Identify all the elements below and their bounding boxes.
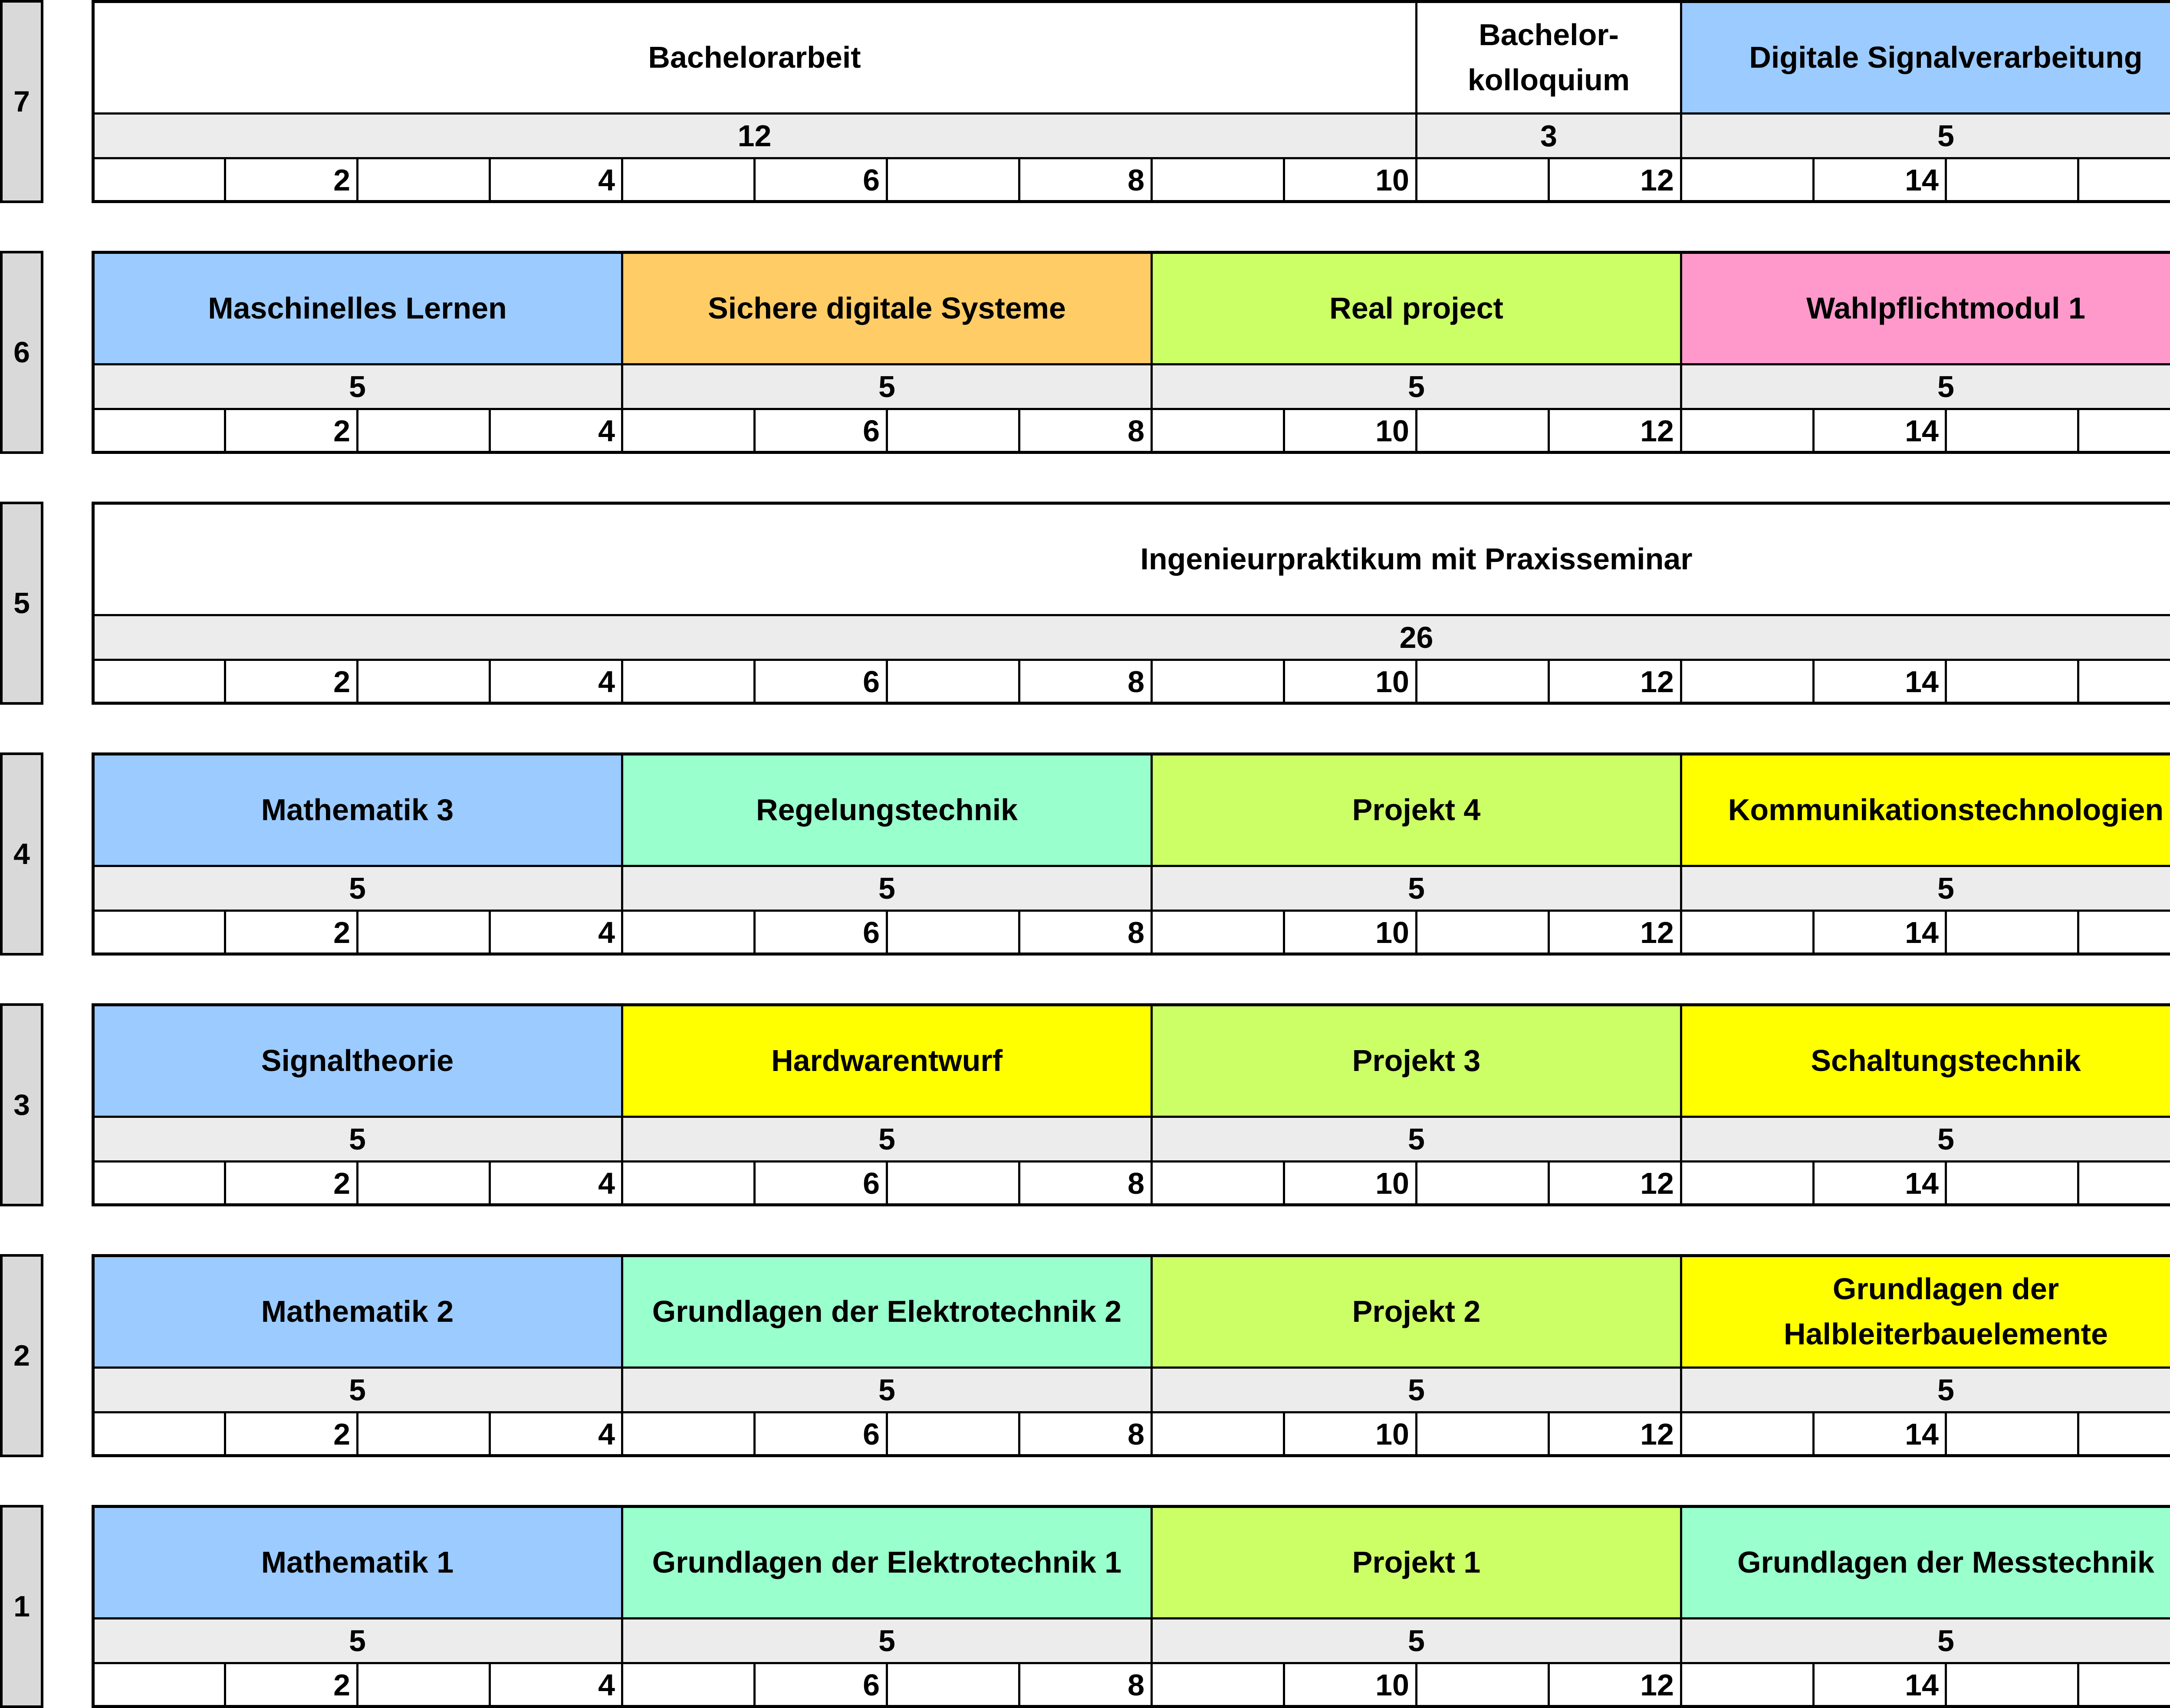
module-credits: 5 [1680,1366,2170,1413]
sws-tick-cell: 4 [489,408,623,454]
module-credits: 5 [1680,1617,2170,1664]
sws-tick-cell [1945,1411,2079,1457]
sws-tick-cell [1151,910,1285,956]
module-cell: Regelungstechnik [621,752,1153,867]
sws-tick-cell: 2 [224,1411,358,1457]
sws-tick-cell: 2 [224,1160,358,1206]
sws-tick-cell: 6 [753,1160,888,1206]
module-cell: Kommunikationstechnologien [1680,752,2170,867]
semester-row [0,1505,2170,1708]
sws-tick-cell [1945,408,2079,454]
sws-tick-cell [92,408,226,454]
module-credits: 5 [621,1366,1153,1413]
sws-tick-cell [1415,910,1550,956]
module-credits: 5 [1151,1366,1682,1413]
sws-tick-cell [1945,1662,2079,1708]
sws-tick-cell: 14 [1812,157,1947,203]
sws-tick-cell [621,659,756,705]
sws-tick-cell [1151,157,1285,203]
sws-tick-cell: 2 [224,1662,358,1708]
semester-label: 5 [0,502,43,705]
sws-tick-cell: 12 [1548,1411,1682,1457]
sws-tick-cell: 10 [1283,408,1417,454]
sws-tick-cell: 14 [1812,408,1947,454]
module-cell: Wahlpflichtmodul 1 [1680,251,2170,365]
sws-tick-cell: 2 [224,659,358,705]
sws-tick-cell [1945,157,2079,203]
sws-tick-cell [1151,1411,1285,1457]
module-cell: Maschinelles Lernen [92,251,623,365]
sws-tick-cell [1680,1411,1815,1457]
sws-tick-cell: 10 [1283,157,1417,203]
sws-tick-cell: 8 [1018,408,1153,454]
module-cell: Grundlagen der Elektrotechnik 2 [621,1254,1153,1369]
sws-tick-cell: 12 [1548,910,1682,956]
module-cell: Schaltungstechnik [1680,1003,2170,1118]
sws-tick-cell [621,910,756,956]
sws-tick-cell: 10 [1283,910,1417,956]
sws-tick-cell: 2 [224,157,358,203]
sws-tick-cell [1151,408,1285,454]
sws-tick-cell: 6 [753,157,888,203]
sws-tick-cell: 6 [753,659,888,705]
sws-tick-cell [1680,157,1815,203]
sws-tick-cell [886,408,1020,454]
module-credits: 5 [1151,1116,1682,1163]
sws-tick-cell: 8 [1018,910,1153,956]
sws-tick-cell: 8 [1018,659,1153,705]
sws-tick-cell [2077,1411,2170,1457]
module-credits: 5 [92,865,623,912]
module-cell: Grundlagen der Halbleiterbauelemente [1680,1254,2170,1369]
module-cell: Bachelor-kolloquium [1415,0,1682,115]
sws-tick-cell [1415,659,1550,705]
sws-tick-cell: 4 [489,910,623,956]
module-credits: 5 [92,1366,623,1413]
module-credits: 5 [92,1116,623,1163]
module-cell: Signaltheorie [92,1003,623,1118]
sws-tick-cell [1415,408,1550,454]
module-credits: 5 [92,1617,623,1664]
semester-row [0,752,2170,956]
sws-tick-cell [621,1411,756,1457]
module-cell: Digitale Signalverarbeitung [1680,0,2170,115]
sws-tick-cell: 14 [1812,1662,1947,1708]
module-cell: Mathematik 1 [92,1505,623,1619]
sws-tick-cell: 4 [489,1411,623,1457]
module-cell: Mathematik 3 [92,752,623,867]
sws-tick-cell [92,1160,226,1206]
sws-tick-cell: 8 [1018,1411,1153,1457]
sws-tick-cell [1945,910,2079,956]
semester-row [0,1254,2170,1457]
sws-tick-cell: 8 [1018,1662,1153,1708]
sws-tick-cell [356,1411,491,1457]
sws-tick-cell: 8 [1018,1160,1153,1206]
sws-tick-cell [92,659,226,705]
sws-tick-cell: 10 [1283,1160,1417,1206]
sws-tick-cell [92,1411,226,1457]
sws-tick-cell: 12 [1548,1662,1682,1708]
module-credits: 5 [621,1617,1153,1664]
sws-tick-cell [621,1160,756,1206]
sws-tick-cell [621,157,756,203]
sws-tick-cell: 14 [1812,659,1947,705]
sws-tick-cell: 6 [753,408,888,454]
sws-tick-cell [1680,910,1815,956]
sws-tick-cell [2077,408,2170,454]
sws-tick-cell: 10 [1283,1662,1417,1708]
sws-tick-cell: 12 [1548,408,1682,454]
sws-tick-cell: 6 [753,910,888,956]
module-credits: 5 [92,363,623,410]
sws-tick-cell: 12 [1548,659,1682,705]
semester-label: 6 [0,251,43,454]
sws-tick-cell [886,1411,1020,1457]
sws-tick-cell [356,1662,491,1708]
module-credits: 5 [1151,865,1682,912]
sws-tick-cell [886,910,1020,956]
module-credits: 5 [621,865,1153,912]
module-cell: Bachelorarbeit [92,0,1417,115]
sws-tick-cell [886,659,1020,705]
module-credits: 3 [1415,112,1682,159]
sws-tick-cell [92,910,226,956]
module-credits: 12 [92,112,1417,159]
module-cell: Grundlagen der Elektrotechnik 1 [621,1505,1153,1619]
module-credits: 5 [1151,1617,1682,1664]
sws-tick-cell [356,1160,491,1206]
module-cell: Hardwarentwurf [621,1003,1153,1118]
sws-tick-cell [356,910,491,956]
sws-tick-cell: 14 [1812,1411,1947,1457]
module-cell: Projekt 4 [1151,752,1682,867]
module-cell: Grundlagen der Messtechnik [1680,1505,2170,1619]
sws-tick-cell [886,1160,1020,1206]
sws-tick-cell [1151,1160,1285,1206]
sws-tick-cell [1945,1160,2079,1206]
sws-tick-cell [1680,1160,1815,1206]
sws-tick-cell [1151,659,1285,705]
sws-tick-cell: 2 [224,910,358,956]
semester-row [0,502,2170,705]
module-credits: 5 [1680,112,2170,159]
sws-tick-cell [356,659,491,705]
semester-row [0,0,2170,203]
sws-tick-cell [2077,157,2170,203]
semester-row [0,251,2170,454]
sws-tick-cell [1680,1662,1815,1708]
sws-tick-cell [1945,659,2079,705]
sws-tick-cell [356,157,491,203]
sws-tick-cell [1415,1160,1550,1206]
sws-tick-cell: 6 [753,1411,888,1457]
sws-tick-cell: 12 [1548,157,1682,203]
sws-tick-cell [92,157,226,203]
module-cell: Projekt 3 [1151,1003,1682,1118]
module-cell: Real project [1151,251,1682,365]
sws-tick-cell: 10 [1283,659,1417,705]
semester-row [0,1003,2170,1206]
sws-tick-cell: 14 [1812,910,1947,956]
sws-tick-cell [2077,659,2170,705]
module-cell: Projekt 1 [1151,1505,1682,1619]
sws-tick-cell: 8 [1018,157,1153,203]
sws-tick-cell: 2 [224,408,358,454]
sws-tick-cell [1680,408,1815,454]
sws-tick-cell [1415,1411,1550,1457]
semester-label: 3 [0,1003,43,1206]
sws-tick-cell [356,408,491,454]
sws-tick-cell [621,408,756,454]
sws-tick-cell: 4 [489,157,623,203]
sws-tick-cell: 12 [1548,1160,1682,1206]
sws-tick-cell: 4 [489,1160,623,1206]
sws-tick-cell: 4 [489,659,623,705]
sws-tick-cell: 6 [753,1662,888,1708]
sws-tick-cell [1415,157,1550,203]
sws-tick-cell: 10 [1283,1411,1417,1457]
sws-tick-cell [886,1662,1020,1708]
sws-tick-cell [1415,1662,1550,1708]
sws-tick-cell [2077,1662,2170,1708]
module-credits: 5 [1680,1116,2170,1163]
semester-label: 2 [0,1254,43,1457]
module-credits: 5 [621,1116,1153,1163]
sws-tick-cell [886,157,1020,203]
sws-tick-cell [1680,659,1815,705]
sws-tick-cell [1151,1662,1285,1708]
sws-tick-cell: 14 [1812,1160,1947,1206]
module-credits: 5 [1151,363,1682,410]
semester-label: 1 [0,1505,43,1708]
module-cell: Sichere digitale Systeme [621,251,1153,365]
module-cell: Mathematik 2 [92,1254,623,1369]
module-credits: 5 [1680,865,2170,912]
sws-tick-cell: 4 [489,1662,623,1708]
module-credits: 5 [1680,363,2170,410]
sws-tick-cell [2077,1160,2170,1206]
sws-tick-cell [92,1662,226,1708]
sws-tick-cell [2077,910,2170,956]
module-cell: Ingenieurpraktikum mit Praxisseminar [92,502,2170,616]
module-credits: 26 [92,614,2170,661]
module-cell: Projekt 2 [1151,1254,1682,1369]
sws-tick-cell [621,1662,756,1708]
semester-label: 4 [0,752,43,956]
module-credits: 5 [621,363,1153,410]
semester-label: 7 [0,0,43,203]
